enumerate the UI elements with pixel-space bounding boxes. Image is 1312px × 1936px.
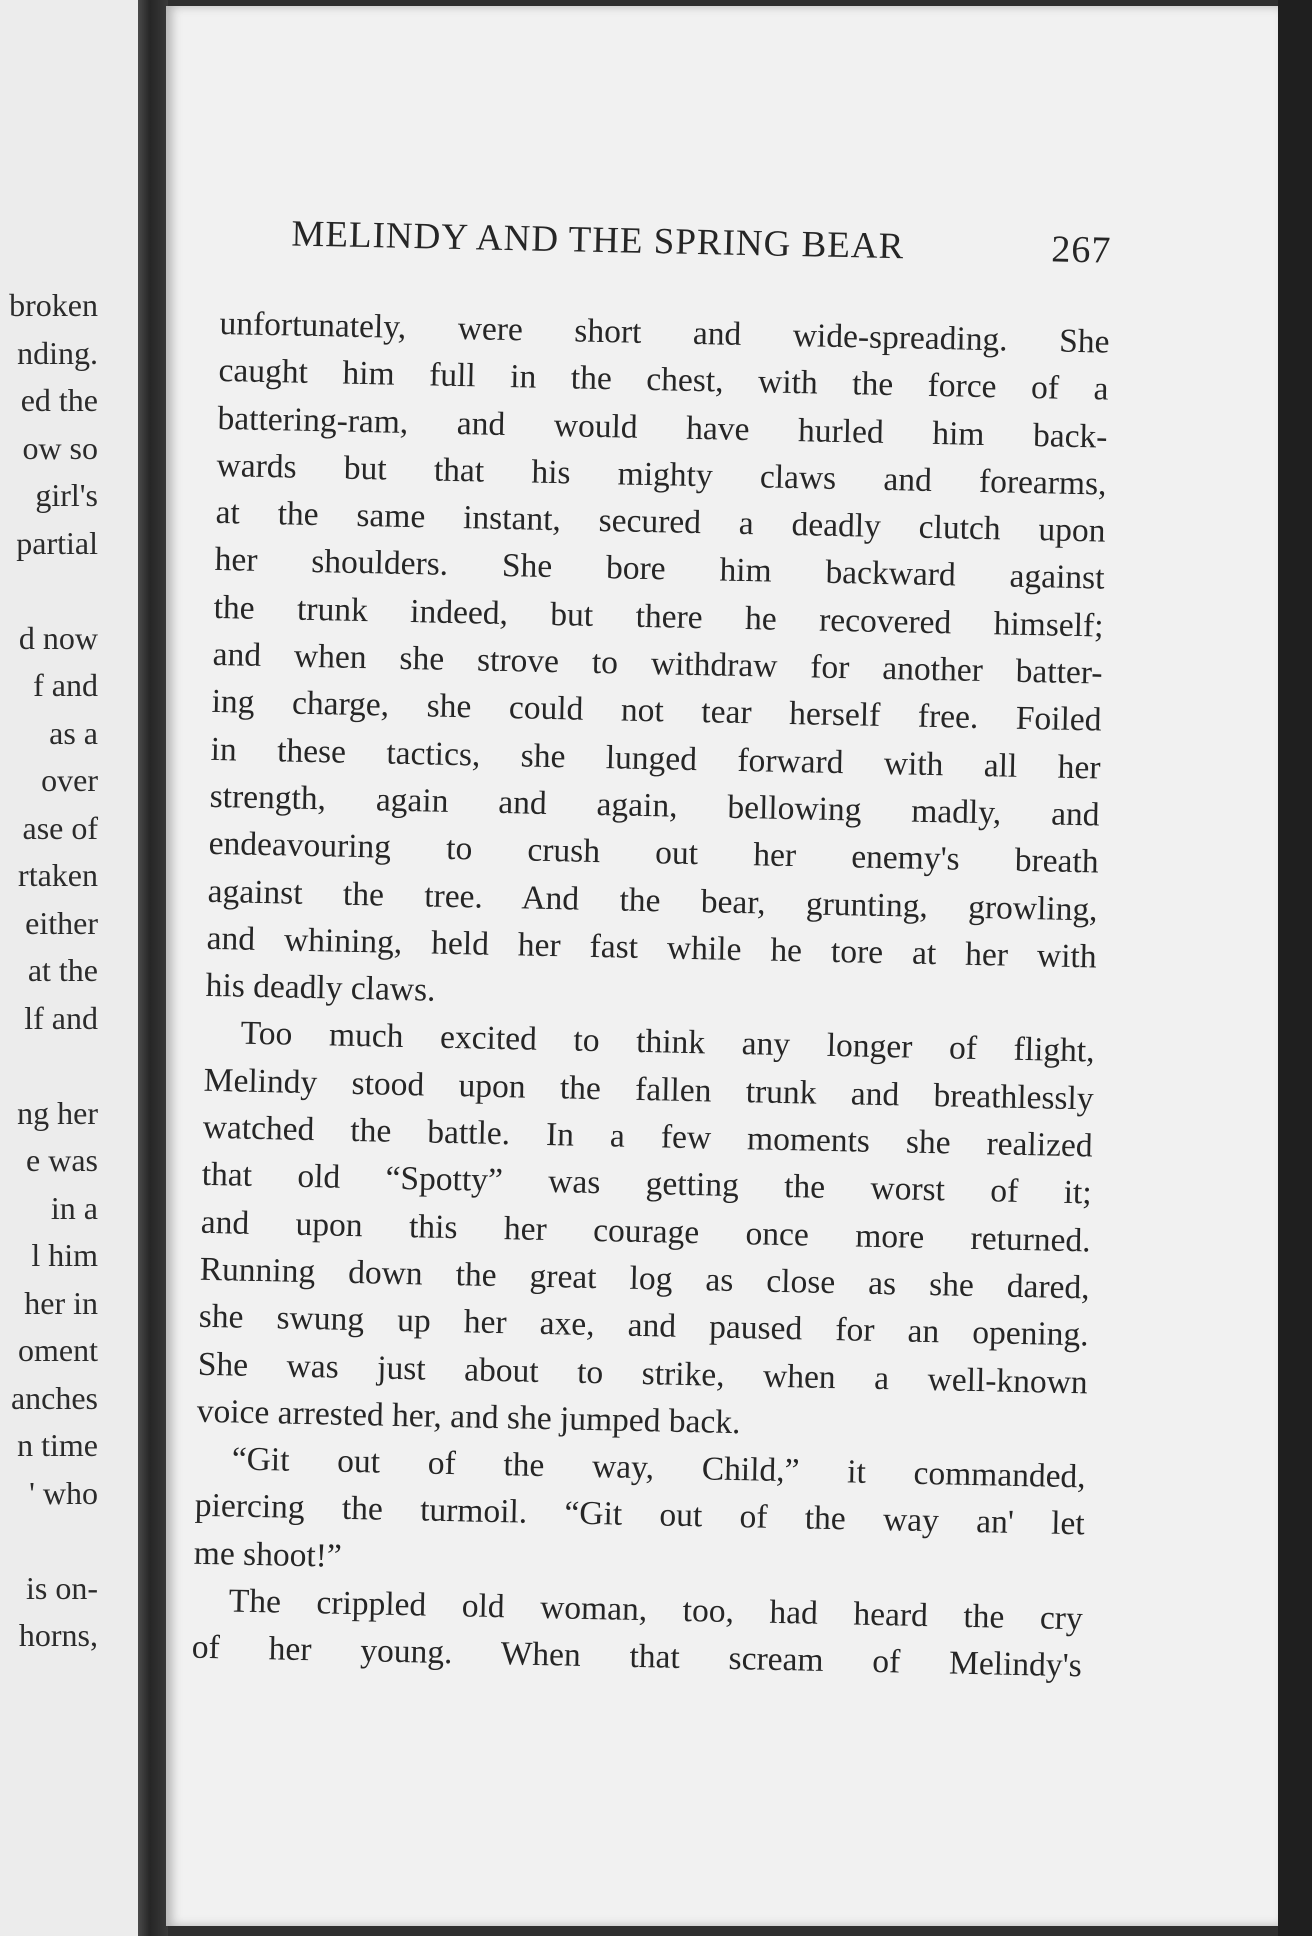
text-line: unfortunately, were short and wide-spreading. She bbox=[219, 304, 1110, 361]
page-body bbox=[191, 300, 1110, 1690]
previous-page-line: rtaken bbox=[18, 857, 98, 893]
paragraph bbox=[193, 1435, 1086, 1595]
previous-page-line: lf and bbox=[24, 999, 98, 1036]
previous-page-line: ed the bbox=[20, 382, 98, 418]
previous-page-line: ase of bbox=[22, 809, 98, 846]
previous-page-line: nding. bbox=[17, 334, 98, 371]
running-head: MELINDY AND THE SPRING BEAR bbox=[291, 213, 905, 268]
text-line: Too much excited to think any longer of flight, bbox=[240, 1015, 1095, 1070]
previous-page-line: ' who bbox=[29, 1474, 98, 1511]
previous-page-line bbox=[0, 1042, 98, 1090]
previous-page-line: girl's bbox=[35, 477, 98, 513]
previous-page-line: over bbox=[41, 762, 98, 798]
previous-page-line: as a bbox=[49, 714, 98, 751]
previous-page-fragment bbox=[0, 0, 138, 1936]
text-line: voice arrested her, and she jumped back. bbox=[196, 1392, 741, 1441]
text-line: Running down the great log as close as she dared, bbox=[199, 1250, 1091, 1307]
text-line: battering-ram, and would have hurled him back- bbox=[217, 399, 1108, 456]
page-number: 267 bbox=[1050, 228, 1112, 272]
paragraph bbox=[191, 1577, 1083, 1690]
previous-page-line: l him bbox=[31, 1237, 98, 1273]
previous-page-line: ow so bbox=[22, 429, 98, 466]
previous-page-line: n time bbox=[17, 1427, 98, 1463]
text-line: the trunk indeed, but there he recovered himself; bbox=[213, 588, 1104, 645]
previous-page-line: anches bbox=[10, 1379, 98, 1416]
previous-page-line: d now bbox=[18, 619, 98, 656]
previous-page-line: broken bbox=[9, 287, 98, 323]
text-line: and when she strove to withdraw for another batter- bbox=[212, 635, 1103, 692]
text-line: “Git out of the way, Child,” it commanded, bbox=[231, 1440, 1087, 1496]
previous-page-line: either bbox=[25, 904, 98, 941]
scan-edge bbox=[1278, 0, 1312, 1936]
previous-page-lines bbox=[0, 282, 98, 1660]
previous-page-line: oment bbox=[18, 1332, 98, 1368]
text-line: and whining, held her fast while he tore at her with bbox=[206, 919, 1097, 976]
text-line: piercing the turmoil. “Git out of the way an' let bbox=[194, 1487, 1086, 1543]
text-line: caught him full in the chest, with the force of a bbox=[218, 352, 1109, 408]
text-line: She was just about to strike, when a well-known bbox=[197, 1345, 1089, 1401]
text-line: me shoot!” bbox=[193, 1534, 343, 1575]
text-line: in these tactics, she lunged forward with all her bbox=[210, 730, 1101, 787]
previous-page-line: partial bbox=[16, 524, 98, 561]
previous-page-line: f and bbox=[33, 667, 98, 703]
previous-page-line: is on- bbox=[26, 1569, 98, 1606]
text-line: Melindy stood upon the fallen trunk and breathlessly bbox=[203, 1061, 1094, 1118]
text-line: of her young. When that scream of Melindy's bbox=[191, 1629, 1083, 1685]
paragraph bbox=[205, 300, 1110, 1028]
text-line: ing charge, she could not tear herself free. Foiled bbox=[211, 683, 1102, 739]
text-line: endeavouring to crush out her enemy's breath bbox=[208, 825, 1099, 881]
text-line: against the tree. And the bear, grunting, growling, bbox=[207, 872, 1098, 929]
book-gutter bbox=[138, 0, 168, 1936]
page-text-block bbox=[191, 210, 1111, 1690]
text-line: and upon this her courage once more returned. bbox=[200, 1203, 1091, 1260]
text-line: at the same instant, secured a deadly clutch upon bbox=[215, 494, 1106, 550]
previous-page-line: in a bbox=[50, 1189, 98, 1226]
text-line: his deadly claws. bbox=[205, 966, 436, 1009]
previous-page-line: her in bbox=[24, 1284, 98, 1321]
previous-page-line: e was bbox=[26, 1142, 98, 1178]
previous-page-line: ng her bbox=[17, 1094, 98, 1131]
text-line: strength, again and again, bellowing madly, and bbox=[209, 777, 1100, 834]
text-line: that old “Spotty” was getting the worst of it; bbox=[201, 1156, 1092, 1212]
text-line: her shoulders. She bore him backward against bbox=[214, 541, 1105, 598]
previous-page-line: at the bbox=[27, 952, 98, 988]
text-line: watched the battle. In a few moments she realized bbox=[202, 1108, 1093, 1165]
previous-page-line bbox=[0, 567, 98, 615]
paragraph bbox=[196, 1009, 1095, 1453]
previous-page-line: horns, bbox=[18, 1617, 98, 1653]
text-line: wards but that his mighty claws and forearms, bbox=[216, 446, 1107, 503]
text-line: The crippled old woman, too, had heard the cry bbox=[228, 1582, 1084, 1638]
text-line: she swung up her axe, and paused for an opening. bbox=[198, 1297, 1090, 1354]
previous-page-line bbox=[0, 1517, 98, 1565]
